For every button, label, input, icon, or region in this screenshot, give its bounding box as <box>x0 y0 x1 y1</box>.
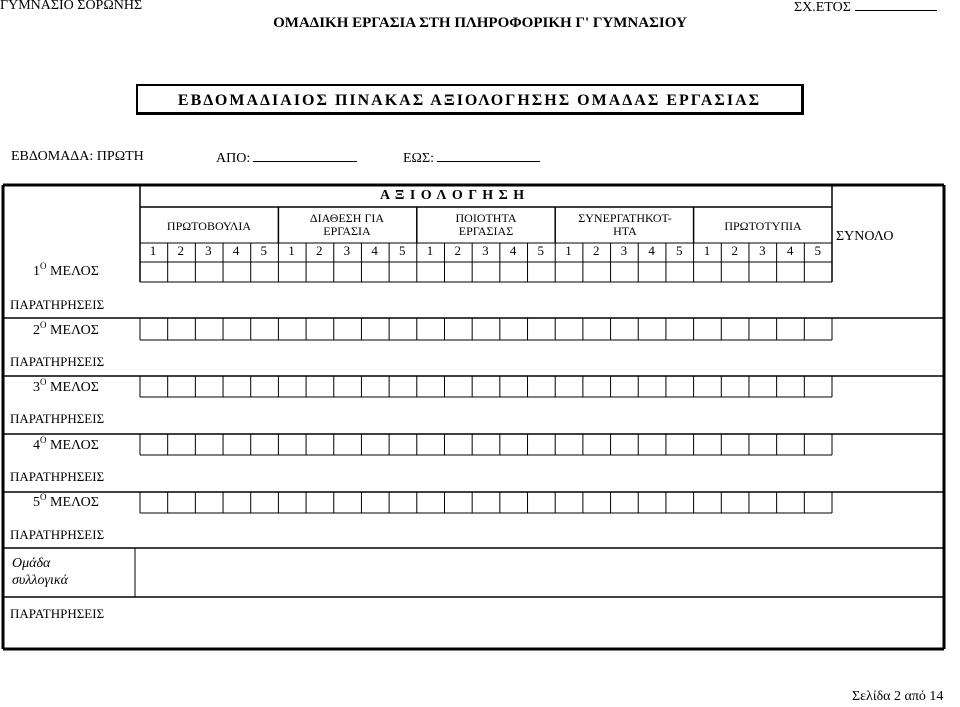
evaluation-header: Α Ξ Ι Ο Λ Ο Γ Η Σ Η <box>380 188 526 203</box>
score-label: 2 <box>592 243 600 258</box>
score-label: 2 <box>731 243 738 258</box>
score-label: 4 <box>232 243 240 258</box>
score-label: 3 <box>620 243 628 258</box>
week-label: ΕΒΔΟΜΑΔΑ: ΠΡΩΤΗ <box>11 149 144 164</box>
group-remarks: ΠΑΡΑΤΗΡΗΣΕΙΣ <box>10 606 105 621</box>
score-label: 4 <box>509 243 517 258</box>
member-2-label: $2^O$ ΜΕΛΟΣ <box>33 320 99 338</box>
score-label: 3 <box>343 243 351 258</box>
score-label: 5 <box>676 243 683 258</box>
week-from-label: ΑΠΟ: <box>216 151 251 166</box>
category-initiative: ΠΡΩΤΟΒΟΥΛΙΑ <box>166 219 252 233</box>
score-label: 5 <box>399 243 406 258</box>
member-1-remarks: ΠΑΡΑΤΗΡΗΣΕΙΣ <box>10 297 105 312</box>
score-label: 2 <box>315 243 323 258</box>
score-label: 3 <box>205 243 212 258</box>
score-label: 3 <box>482 243 489 258</box>
member-4-remarks: ΠΑΡΑΤΗΡΗΣΕΙΣ <box>10 469 105 484</box>
score-label: 1 <box>565 243 572 258</box>
score-label: 1 <box>149 243 157 258</box>
score-label: 3 <box>759 243 766 258</box>
member-5-remarks: ΠΑΡΑΤΗΡΗΣΕΙΣ <box>10 527 105 542</box>
group-label: Ομάδα συλλογικά <box>12 556 68 588</box>
page-title: ΟΜΑΔΙΚΗ ΕΡΓΑΣΙΑ ΣΤΗ ΠΛΗΡΟΦΟΡΙΚΗ Γ' ΓΥΜΝΑΣΙΟΥ <box>273 15 687 31</box>
page-number: Σελίδα 2 από 14 <box>852 689 944 704</box>
score-label: 1 <box>426 243 434 258</box>
member-5-label: $5^O$ ΜΕΛΟΣ <box>33 492 99 510</box>
member-4-label: $4^O$ ΜΕΛΟΣ <box>33 435 99 453</box>
score-label: 5 <box>260 243 268 258</box>
category-collaboration: ΣΥΝΕΡΓΑΤΗΚΟΤ- ΗΤΑ <box>578 211 672 238</box>
score-label: 5 <box>537 243 545 258</box>
score-label: 4 <box>786 243 794 258</box>
week-to-label: ΕΩΣ: <box>403 151 434 166</box>
weekly-table-title: ΕΒΔΟΜΑΔΙΑΙΟΣ ΠΙΝΑΚΑΣ ΑΞΙΟΛΟΓΗΣΗΣ ΟΜΑΔΑΣ ΕΡΓΑΣΙΑΣ <box>177 92 762 109</box>
school-name: ΓΥΜΝΑΣΙΟ ΣΟΡΩΝΗΣ <box>0 0 143 13</box>
score-label: 1 <box>288 243 295 258</box>
score-label: 1 <box>703 243 711 258</box>
total-header: ΣΥΝΟΛΟ <box>836 229 894 244</box>
school-year-label: ΣΧ.ΕΤΟΣ <box>794 0 851 15</box>
category-work-quality: ΠΟΙΟΤΗΤΑ ΕΡΓΑΣΙΑΣ <box>455 211 517 238</box>
score-label: 4 <box>648 243 655 258</box>
score-label: 2 <box>454 243 461 258</box>
category-willingness: ΔΙΑΘΕΣΗ ΓΙΑ ΕΡΓΑΣΙΑ <box>309 211 385 238</box>
score-label: 2 <box>177 243 184 258</box>
member-2-remarks: ΠΑΡΑΤΗΡΗΣΕΙΣ <box>10 354 105 369</box>
member-3-label: $3^O$ ΜΕΛΟΣ <box>33 377 99 395</box>
score-label: 5 <box>814 243 822 258</box>
member-3-remarks: ΠΑΡΑΤΗΡΗΣΕΙΣ <box>10 411 105 426</box>
category-originality: ΠΡΩΤΟΤΥΠΙΑ <box>724 219 802 233</box>
score-label: 4 <box>371 243 378 258</box>
member-1-label: $1^O$ ΜΕΛΟΣ <box>33 261 99 279</box>
